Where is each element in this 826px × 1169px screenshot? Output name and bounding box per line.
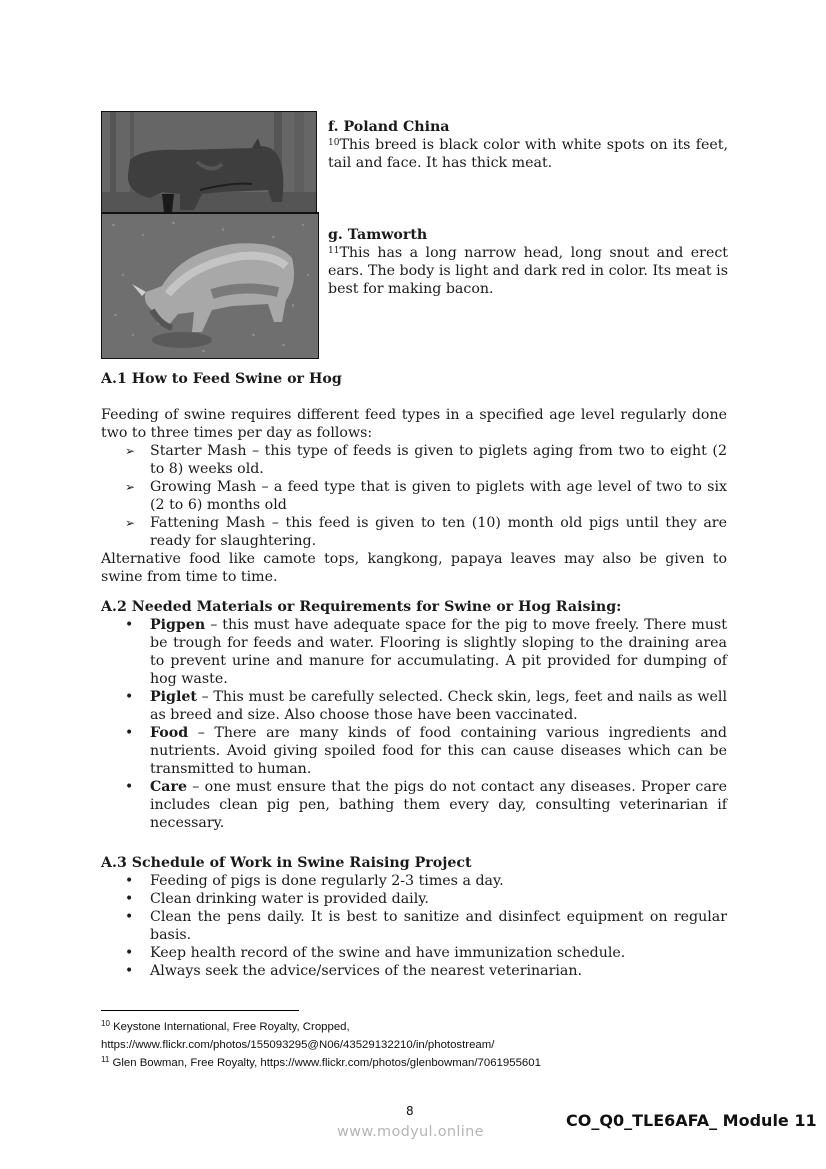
schedule-list [101, 872, 727, 980]
section-heading-a1: A.1 How to Feed Swine or Hog [101, 371, 342, 387]
poland-china-image [101, 111, 317, 214]
bullet-icon: • [125, 779, 134, 795]
footnote-divider [101, 1010, 299, 1011]
section-a1-intro: Feeding of swine requires different feed types in a specified age level regularly done two to three times per day as follows: [101, 407, 727, 441]
feed-types-list [101, 442, 727, 550]
list-item: • Clean the pens daily. It is best to sanitize and disinfect equipment on regular basis. [125, 909, 727, 943]
bullet-icon: • [125, 617, 134, 633]
breed-entry-tamworth [328, 226, 728, 298]
arrow-bullet-icon: ➢ [125, 516, 136, 530]
section-heading-a3: A.3 Schedule of Work in Swine Raising Project [101, 855, 472, 871]
list-item: • Clean drinking water is provided daily. [125, 891, 429, 907]
footnote-ref[interactable]: 11 [328, 246, 340, 256]
arrow-bullet-icon: ➢ [125, 444, 136, 458]
breed-entry-poland-china [328, 118, 728, 172]
list-item: ➢ Starter Mash – this type of feeds is given to piglets aging from two to eight (2 to 8) weeks old. [125, 443, 727, 477]
red-pig-illustration [102, 214, 318, 358]
list-item: • Food – There are many kinds of food containing various ingredients and nutrients. Avoid giving spoiled food for this can cause diseases which can be transmitted to human. [125, 725, 727, 777]
black-pig-illustration [102, 112, 316, 213]
footnote-10-url[interactable]: https://www.flickr.com/photos/155093295@N06/43529132210/in/photostream/ [101, 1039, 495, 1051]
requirements-list [101, 616, 727, 832]
section-heading-a2: A.2 Needed Materials or Requirements for Swine or Hog Raising: [101, 599, 622, 615]
item-term: Food [150, 725, 189, 741]
item-term: Pigpen [150, 617, 206, 633]
bullet-icon: • [125, 689, 134, 705]
footnote-10: $^{10}$ Keystone International, Free Royalty, Cropped, [101, 1019, 350, 1033]
tamworth-image [101, 212, 319, 359]
breed-title: f. Poland China [328, 119, 450, 135]
arrow-bullet-icon: ➢ [125, 480, 136, 494]
list-item: • Piglet – This must be carefully selected. Check skin, legs, feet and nails as well as breed and size. Also choose those have been vaccinated. [125, 689, 727, 723]
bullet-icon: • [125, 873, 134, 889]
bullet-icon: • [125, 945, 134, 961]
bullet-icon: • [125, 909, 134, 925]
item-term: Piglet [150, 689, 197, 705]
module-code: CO_Q0_TLE6AFA_ Module 11 [566, 1111, 817, 1130]
list-item: • Always seek the advice/services of the nearest veterinarian. [125, 963, 583, 979]
list-item: • Pigpen – this must have adequate space for the pig to move freely. There must be trough for feeds and water. Flooring is slightly sloping to the draining area to prevent urine and manure for accumulating. A pit provided for dumping of hog waste. [125, 617, 727, 687]
section-a1-closing: Alternative food like camote tops, kangkong, papaya leaves may also be given to swine from time to time. [101, 551, 727, 585]
list-item: ➢ Growing Mash – a feed type that is given to piglets with age level of two to six (2 to 6) months old [125, 479, 727, 513]
list-item: • Care – one must ensure that the pigs do not contact any diseases. Proper care includes clean pig pen, bathing them every day, consulting veterinarian if necessary. [125, 779, 727, 831]
footnote-11: $^{11}$ Glen Bowman, Free Royalty, https://www.flickr.com/photos/glenbowman/7061955601 [101, 1055, 541, 1069]
footnote-ref[interactable]: 10 [328, 138, 340, 148]
item-term: Care [150, 779, 187, 795]
bullet-icon: • [125, 725, 134, 741]
watermark: www.modyul.online [337, 1124, 484, 1140]
bullet-icon: • [125, 963, 134, 979]
list-item: • Feeding of pigs is done regularly 2-3 times a day. [125, 873, 504, 889]
page-number: 8 [406, 1104, 414, 1118]
footnotes [101, 1018, 741, 1072]
bullet-icon: • [125, 891, 134, 907]
list-item: ➢ Fattening Mash – this feed is given to ten (10) month old pigs until they are ready for slaughtering. [125, 515, 727, 549]
breed-description: $^{10}$This breed is black color with white spots on its feet, tail and face. It has thick meat. [328, 137, 728, 171]
list-item: • Keep health record of the swine and have immunization schedule. [125, 945, 626, 961]
breed-title: g. Tamworth [328, 227, 428, 243]
breed-description: $^{11}$This has a long narrow head, long snout and erect ears. The body is light and dark red in color. Its meat is best for making bacon. [328, 245, 728, 297]
